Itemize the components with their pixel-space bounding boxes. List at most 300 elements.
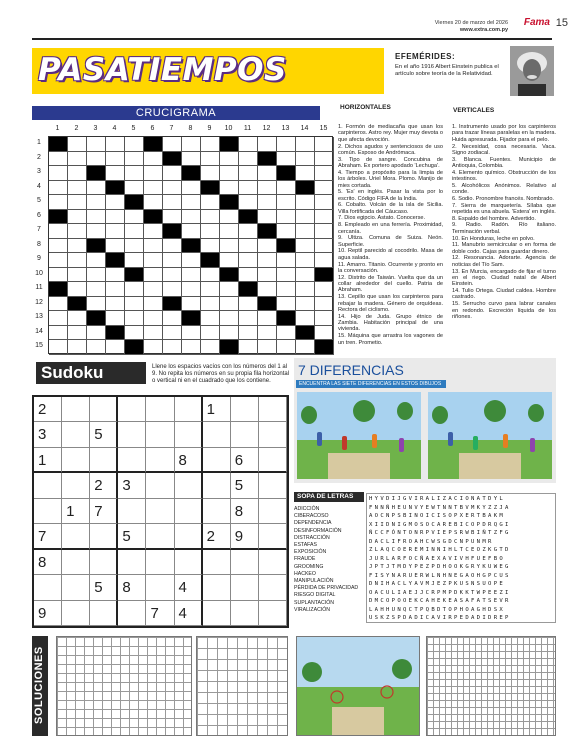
crossword-cell[interactable] — [144, 224, 163, 239]
crossword-cell[interactable] — [163, 340, 182, 355]
issue-date — [435, 20, 508, 34]
crossword-cell[interactable] — [239, 137, 258, 152]
column-number: 9 — [207, 125, 212, 132]
crossword-cell[interactable] — [106, 152, 125, 167]
crossword-cell[interactable] — [239, 239, 258, 254]
clue: 14. Tulio Ortega. Ciudad caldea. Hombre castrado. — [452, 288, 556, 301]
crossword-cell[interactable] — [125, 224, 144, 239]
sudoku-cell[interactable] — [62, 575, 90, 600]
crossword-cell[interactable] — [68, 152, 87, 167]
crossword-cell[interactable] — [315, 224, 334, 239]
crossword-cell[interactable] — [296, 210, 315, 225]
sudoku-cell[interactable] — [118, 422, 146, 447]
crossword-cell[interactable] — [106, 268, 125, 283]
crossword-cell[interactable] — [296, 137, 315, 152]
crossword-cell[interactable] — [296, 297, 315, 312]
crossword-cell[interactable] — [125, 166, 144, 181]
crossword-cell[interactable] — [163, 282, 182, 297]
sudoku-title: Sudoku — [36, 362, 146, 384]
crossword-cell[interactable] — [239, 195, 258, 210]
crossword-cell[interactable] — [49, 268, 68, 283]
word-search-word: RIESGO DIGITAL — [294, 592, 336, 599]
crossword-cell[interactable] — [296, 311, 315, 326]
sudoku-cell[interactable] — [259, 422, 287, 447]
crossword-cell[interactable] — [258, 340, 277, 355]
sudoku-cell[interactable] — [175, 473, 203, 498]
clue: 2. Necesidad, cosa necesaria. Vaca. Signo zodiacal. — [452, 143, 556, 156]
crossword-cell[interactable] — [315, 297, 334, 312]
sudoku-cell[interactable] — [90, 601, 118, 626]
crossword-cell[interactable] — [68, 137, 87, 152]
crossword-cell[interactable] — [68, 340, 87, 355]
crossword-cell[interactable] — [163, 137, 182, 152]
sudoku-cell[interactable] — [231, 550, 259, 575]
crossword-cell[interactable] — [201, 340, 220, 355]
crossword-cell[interactable] — [258, 311, 277, 326]
crossword-cell[interactable] — [201, 210, 220, 225]
crossword-cell[interactable] — [315, 239, 334, 254]
crossword-cell[interactable] — [315, 253, 334, 268]
crossword-cell[interactable] — [277, 195, 296, 210]
crossword-grid[interactable] — [48, 136, 333, 354]
crossword-cell[interactable] — [87, 137, 106, 152]
crossword-cell[interactable] — [258, 166, 277, 181]
crossword-cell[interactable] — [87, 181, 106, 196]
crossword-cell[interactable] — [296, 253, 315, 268]
sudoku-cell[interactable] — [203, 575, 231, 600]
clue: 3. Tipo de sangre. Concubina de Abraham. Ex portero apodado 'Lechuga'. — [338, 156, 443, 170]
word-search-title: SOPA DE LETRAS — [294, 492, 364, 502]
crossword-cell[interactable] — [125, 253, 144, 268]
word-search-grid[interactable] — [366, 493, 556, 623]
sudoku-given: 7 — [34, 524, 62, 549]
crossword-cell[interactable] — [277, 340, 296, 355]
crossword-cell[interactable] — [201, 224, 220, 239]
crossword-cell[interactable] — [182, 268, 201, 283]
crossword-cell[interactable] — [68, 253, 87, 268]
sudoku-given: 8 — [118, 575, 146, 600]
crossword-cell[interactable] — [106, 224, 125, 239]
crossword-cell[interactable] — [182, 326, 201, 341]
crossword-cell[interactable] — [49, 224, 68, 239]
crossword-cell[interactable] — [239, 326, 258, 341]
crossword-cell[interactable] — [125, 311, 144, 326]
crossword-cell[interactable] — [277, 253, 296, 268]
crossword-cell[interactable] — [201, 326, 220, 341]
sudoku-cell[interactable] — [34, 473, 62, 498]
sudoku-cell[interactable] — [118, 550, 146, 575]
crossword-cell[interactable] — [163, 210, 182, 225]
crossword-cell[interactable] — [68, 224, 87, 239]
sudoku-cell[interactable] — [90, 397, 118, 422]
crossword-cell[interactable] — [68, 268, 87, 283]
row-number: 5 — [37, 197, 41, 204]
crossword-cell[interactable] — [87, 195, 106, 210]
crossword-cell[interactable] — [201, 297, 220, 312]
word-search-row: OACULIAEJJCRPMPDKKTWPEEZI — [369, 589, 511, 596]
crossword-cell[interactable] — [68, 210, 87, 225]
sudoku-cell[interactable] — [259, 550, 287, 575]
crossword-cell[interactable] — [125, 239, 144, 254]
crossword-cell[interactable] — [87, 340, 106, 355]
sudoku-cell[interactable] — [118, 601, 146, 626]
crossword-cell[interactable] — [163, 181, 182, 196]
crossword-cell[interactable] — [315, 311, 334, 326]
sudoku-cell[interactable] — [175, 397, 203, 422]
row-number: 7 — [37, 226, 41, 233]
sudoku-cell[interactable] — [203, 601, 231, 626]
crossword-cell[interactable] — [49, 181, 68, 196]
sudoku-cell[interactable] — [34, 499, 62, 524]
crossword-cell[interactable] — [220, 166, 239, 181]
crossword-cell[interactable] — [163, 239, 182, 254]
crossword-cell[interactable] — [68, 311, 87, 326]
crossword-cell[interactable] — [277, 181, 296, 196]
sudoku-given: 3 — [34, 422, 62, 447]
crossword-cell[interactable] — [258, 195, 277, 210]
crossword-cell[interactable] — [239, 152, 258, 167]
crossword-cell[interactable] — [239, 268, 258, 283]
sudoku-cell[interactable] — [259, 575, 287, 600]
crossword-cell[interactable] — [277, 224, 296, 239]
crossword-cell[interactable] — [315, 326, 334, 341]
crossword-cell[interactable] — [144, 268, 163, 283]
crossword-block — [125, 195, 144, 210]
crossword-cell[interactable] — [220, 210, 239, 225]
crossword-cell[interactable] — [315, 181, 334, 196]
sudoku-cell[interactable] — [203, 448, 231, 473]
crossword-cell[interactable] — [68, 166, 87, 181]
crossword-cell[interactable] — [144, 326, 163, 341]
vertical-clues — [452, 124, 556, 321]
sudoku-cell[interactable] — [231, 397, 259, 422]
clue: 5. 'Es' en inglés. Pasar la vista por lo escrito. Código FIFA de la India. — [338, 189, 443, 202]
sudoku-grid[interactable] — [32, 395, 289, 628]
crossword-cell[interactable] — [106, 210, 125, 225]
crossword-row-numbers — [32, 136, 46, 354]
crossword-cell[interactable] — [296, 268, 315, 283]
sudoku-cell[interactable] — [146, 473, 174, 498]
crossword-cell[interactable] — [68, 195, 87, 210]
sudoku-cell[interactable] — [62, 473, 90, 498]
crossword-cell[interactable] — [49, 195, 68, 210]
crossword-cell[interactable] — [315, 152, 334, 167]
crossword-cell[interactable] — [239, 340, 258, 355]
crossword-cell[interactable] — [49, 297, 68, 312]
crossword-block — [106, 326, 125, 341]
crossword-cell[interactable] — [296, 340, 315, 355]
crossword-cell[interactable] — [201, 137, 220, 152]
crossword-cell[interactable] — [239, 181, 258, 196]
crossword-cell[interactable] — [315, 166, 334, 181]
sudoku-cell[interactable] — [146, 499, 174, 524]
crossword-cell[interactable] — [144, 282, 163, 297]
crossword-cell[interactable] — [182, 137, 201, 152]
crossword-cell[interactable] — [49, 311, 68, 326]
sudoku-cell[interactable] — [90, 524, 118, 549]
sudoku-given: 1 — [62, 499, 90, 524]
crossword-cell[interactable] — [258, 268, 277, 283]
crossword-block — [144, 210, 163, 225]
sudoku-cell[interactable] — [146, 422, 174, 447]
column-number: 8 — [188, 125, 193, 132]
crossword-cell[interactable] — [87, 224, 106, 239]
crossword-cell[interactable] — [277, 282, 296, 297]
horizontal-clues — [338, 124, 443, 346]
sudoku-cell[interactable] — [259, 499, 287, 524]
word-search-row: XIIDNIGMOSOCAREBICOPDRQGI — [369, 521, 511, 528]
clue: 7. Dios egipcio. Astato. Conocerse. — [338, 215, 426, 222]
crossword-cell[interactable] — [87, 210, 106, 225]
sudoku-cell[interactable] — [118, 499, 146, 524]
sudoku-cell[interactable] — [259, 473, 287, 498]
crossword-cell[interactable] — [277, 326, 296, 341]
crossword-cell[interactable] — [106, 311, 125, 326]
crossword-cell[interactable] — [49, 340, 68, 355]
sudoku-cell[interactable] — [62, 448, 90, 473]
sudoku-cell[interactable] — [259, 448, 287, 473]
crossword-cell[interactable] — [49, 166, 68, 181]
word-search-word: DEPENDENCIA — [294, 520, 332, 527]
crossword-cell[interactable] — [277, 297, 296, 312]
crossword-cell[interactable] — [258, 181, 277, 196]
crossword-cell[interactable] — [49, 326, 68, 341]
crossword-cell[interactable] — [49, 152, 68, 167]
crossword-cell[interactable] — [49, 239, 68, 254]
crossword-cell[interactable] — [315, 282, 334, 297]
crossword-cell[interactable] — [258, 210, 277, 225]
crossword-cell[interactable] — [68, 326, 87, 341]
crossword-cell[interactable] — [87, 253, 106, 268]
crossword-cell[interactable] — [87, 152, 106, 167]
crossword-cell[interactable] — [201, 239, 220, 254]
solutions-label-text: SOLUCIONES — [33, 646, 45, 724]
crossword-cell[interactable] — [106, 297, 125, 312]
crossword-cell[interactable] — [125, 326, 144, 341]
crossword-cell[interactable] — [125, 181, 144, 196]
crossword-cell[interactable] — [258, 282, 277, 297]
crossword-cell[interactable] — [296, 195, 315, 210]
crossword-cell[interactable] — [201, 195, 220, 210]
crossword-cell[interactable] — [163, 166, 182, 181]
sudoku-cell[interactable] — [90, 448, 118, 473]
sudoku-cell[interactable] — [146, 575, 174, 600]
clue: 8. Empleado en una ferrería. Proximidad, cercanía. — [338, 222, 443, 235]
crossword-cell[interactable] — [125, 137, 144, 152]
crossword-cell[interactable] — [144, 340, 163, 355]
crossword-cell[interactable] — [220, 239, 239, 254]
word-search-row: JPTJTMDYPEZPDHOOKGRYKUWEG — [369, 564, 511, 570]
clue: 11. Manubrio semicircular o en forma de doble codo. Cajas para guardar dinero. — [452, 242, 556, 255]
crossword-cell[interactable] — [277, 210, 296, 225]
sudoku-cell[interactable] — [146, 397, 174, 422]
sudoku-cell[interactable] — [259, 397, 287, 422]
crossword-cell[interactable] — [182, 224, 201, 239]
crossword-cell[interactable] — [220, 224, 239, 239]
column-number: 15 — [319, 125, 328, 132]
sudoku-cell[interactable] — [62, 524, 90, 549]
crossword-cell[interactable] — [106, 239, 125, 254]
crossword-cell[interactable] — [163, 268, 182, 283]
sudoku-cell[interactable] — [175, 422, 203, 447]
crossword-cell[interactable] — [182, 210, 201, 225]
clue: 13. Cepillo que usan los carpinteros para rebajar la madera. Género de orquídeas. Rectora del ciclismo. — [338, 294, 443, 313]
sudoku-cell[interactable] — [175, 499, 203, 524]
crossword-cell[interactable] — [106, 340, 125, 355]
crossword-cell[interactable] — [239, 166, 258, 181]
sudoku-cell[interactable] — [146, 448, 174, 473]
crossword-cell[interactable] — [220, 282, 239, 297]
crossword-cell[interactable] — [182, 152, 201, 167]
crossword-cell[interactable] — [277, 268, 296, 283]
crossword-cell[interactable] — [220, 326, 239, 341]
crossword-cell[interactable] — [201, 282, 220, 297]
crossword-block — [277, 311, 296, 326]
crossword-cell[interactable] — [68, 282, 87, 297]
crossword-cell[interactable] — [296, 224, 315, 239]
crossword-cell[interactable] — [239, 311, 258, 326]
crossword-cell[interactable] — [182, 340, 201, 355]
sudoku-given: 7 — [146, 601, 174, 626]
crossword-cell[interactable] — [258, 326, 277, 341]
efemerides-heading: EFEMÉRIDES: — [395, 52, 456, 61]
crossword-cell[interactable] — [239, 297, 258, 312]
crossword-cell[interactable] — [163, 195, 182, 210]
crossword-cell[interactable] — [87, 326, 106, 341]
crossword-cell[interactable] — [296, 166, 315, 181]
crossword-cell[interactable] — [163, 311, 182, 326]
sudoku-cell[interactable] — [62, 397, 90, 422]
sudoku-given: 1 — [203, 397, 231, 422]
crossword-cell[interactable] — [182, 195, 201, 210]
crossword-cell[interactable] — [87, 297, 106, 312]
crossword-block — [49, 282, 68, 297]
sudoku-cell[interactable] — [146, 550, 174, 575]
crossword-cell[interactable] — [277, 137, 296, 152]
crossword-cell[interactable] — [144, 239, 163, 254]
crossword-cell[interactable] — [239, 253, 258, 268]
crossword-cell[interactable] — [87, 282, 106, 297]
crossword-cell[interactable] — [125, 152, 144, 167]
crossword-cell[interactable] — [315, 210, 334, 225]
differences-image-right[interactable] — [428, 392, 552, 479]
crossword-cell[interactable] — [220, 311, 239, 326]
sudoku-cell[interactable] — [62, 601, 90, 626]
crossword-cell[interactable] — [144, 152, 163, 167]
crossword-cell[interactable] — [315, 195, 334, 210]
sudoku-cell[interactable] — [203, 422, 231, 447]
crossword-cell[interactable] — [258, 239, 277, 254]
row-number: 13 — [35, 313, 43, 320]
crossword-cell[interactable] — [182, 181, 201, 196]
clue: 6. Sodio. Pronombre francés. Nombrado. — [452, 195, 554, 202]
crossword-cell[interactable] — [144, 297, 163, 312]
clue: 9. Ultiza. Comuna de Suiza. Neón. Superficie. — [338, 235, 443, 248]
crossword-cell[interactable] — [163, 253, 182, 268]
crossword-cell[interactable] — [144, 311, 163, 326]
crossword-cell[interactable] — [296, 282, 315, 297]
crossword-cell[interactable] — [201, 311, 220, 326]
crossword-cell[interactable] — [106, 166, 125, 181]
sudoku-cell[interactable] — [203, 550, 231, 575]
crossword-cell[interactable] — [201, 152, 220, 167]
crossword-cell[interactable] — [106, 282, 125, 297]
row-number: 10 — [35, 269, 43, 277]
crossword-cell[interactable] — [201, 166, 220, 181]
sudoku-cell[interactable] — [231, 601, 259, 626]
crossword-solution — [56, 636, 192, 736]
clue: 1. Instrumento usado por los carpinteros para trazar líneas paralelas en la madera. Huida apresurada. Fijador para el pelo. — [452, 124, 556, 143]
sudoku-cell[interactable] — [118, 448, 146, 473]
crossword-cell[interactable] — [68, 181, 87, 196]
crossword-cell[interactable] — [220, 297, 239, 312]
row-number: 8 — [37, 240, 41, 248]
sudoku-cell[interactable] — [90, 550, 118, 575]
crossword-cell[interactable] — [182, 253, 201, 268]
sudoku-cell[interactable] — [118, 397, 146, 422]
crossword-cell[interactable] — [201, 268, 220, 283]
sudoku-cell[interactable] — [146, 524, 174, 549]
crossword-cell[interactable] — [144, 253, 163, 268]
crossword-cell[interactable] — [125, 282, 144, 297]
clue: 1. Formón de mediacaña que usan los carpinteros. Astro rey. Mujer muy devota o que afecta devoción. — [338, 124, 443, 143]
crossword-cell[interactable] — [258, 137, 277, 152]
crossword-cell[interactable] — [296, 152, 315, 167]
crossword-cell[interactable] — [315, 137, 334, 152]
sudoku-cell[interactable] — [259, 524, 287, 549]
sudoku-cell[interactable] — [62, 550, 90, 575]
column-number: 1 — [55, 125, 60, 132]
sudoku-given: 8 — [231, 499, 259, 524]
clue: 12. Distrito de Taiwán. Vuelta que da un collar alrededor del cuello. Patria de Abraham. — [338, 274, 443, 294]
word-search-word: PÉRDIDA DE PRIVACIDAD — [294, 585, 359, 592]
crossword-cell[interactable] — [106, 137, 125, 152]
crossword-cell[interactable] — [68, 239, 87, 254]
crossword-cell[interactable] — [182, 297, 201, 312]
differences-image-left[interactable] — [297, 392, 421, 479]
sudoku-cell[interactable] — [203, 473, 231, 498]
crossword-cell[interactable] — [163, 326, 182, 341]
crossword-cell[interactable] — [144, 166, 163, 181]
crossword-cell[interactable] — [125, 297, 144, 312]
crossword-cell[interactable] — [106, 195, 125, 210]
crossword-cell[interactable] — [125, 210, 144, 225]
sudoku-cell[interactable] — [175, 550, 203, 575]
crossword-cell[interactable] — [296, 239, 315, 254]
row-number: 15 — [35, 342, 43, 349]
sudoku-cell[interactable] — [231, 575, 259, 600]
crossword-cell[interactable] — [87, 268, 106, 283]
word-search-row: DACLIFROAHCWSGDCNPUNMR — [369, 538, 494, 545]
sudoku-cell[interactable] — [203, 499, 231, 524]
sudoku-cell[interactable] — [175, 524, 203, 549]
crossword-cell[interactable] — [277, 152, 296, 167]
crossword-cell[interactable] — [220, 253, 239, 268]
sudoku-cell[interactable] — [62, 422, 90, 447]
crossword-cell[interactable] — [49, 253, 68, 268]
crossword-block — [87, 311, 106, 326]
crossword-cell[interactable] — [144, 195, 163, 210]
crossword-cell[interactable] — [239, 224, 258, 239]
sudoku-cell[interactable] — [34, 575, 62, 600]
crossword-cell[interactable] — [182, 282, 201, 297]
crossword-cell[interactable] — [258, 253, 277, 268]
sudoku-cell[interactable] — [231, 422, 259, 447]
crossword-cell[interactable] — [144, 181, 163, 196]
crossword-cell[interactable] — [220, 181, 239, 196]
crossword-cell[interactable] — [220, 152, 239, 167]
sudoku-cell[interactable] — [259, 601, 287, 626]
